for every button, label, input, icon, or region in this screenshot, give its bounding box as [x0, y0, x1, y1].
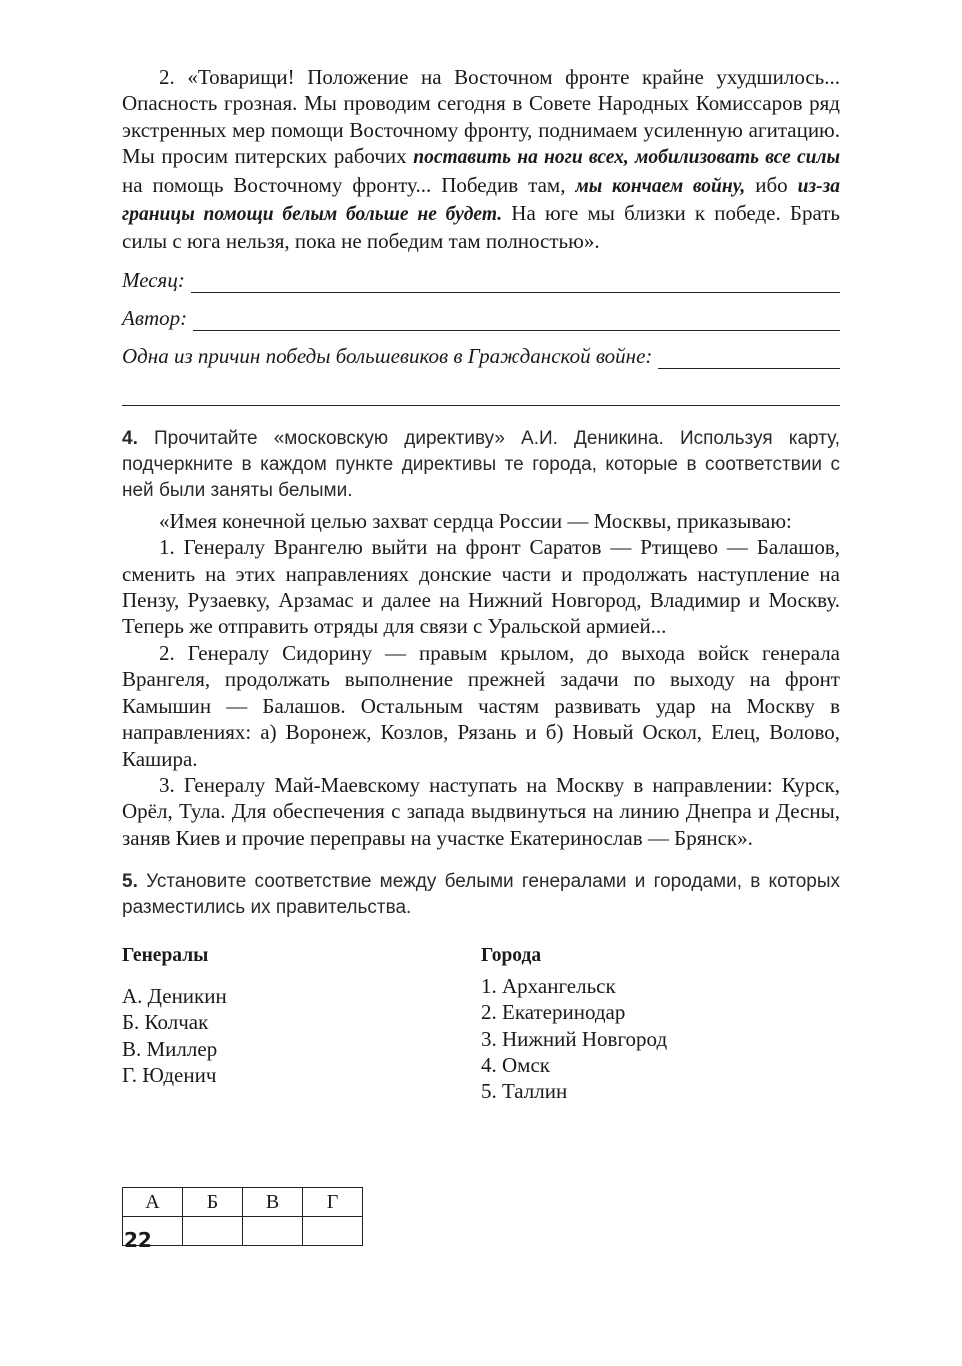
author-field[interactable]: [122, 293, 840, 331]
city-item: 3. Нижний Новгород: [481, 1026, 668, 1051]
answer-header-cell: А: [123, 1188, 183, 1217]
matching-columns: [122, 943, 840, 1113]
city-item: 4. Омск: [481, 1052, 550, 1077]
city-item: 2. Екатеринодар: [481, 1000, 626, 1025]
city-item: 5. Таллин: [481, 1078, 568, 1103]
month-field[interactable]: [122, 255, 840, 293]
reason-answer-line[interactable]: [658, 344, 840, 369]
task-5-instruction: 5. Установите соответствие между белыми генералами и городами, в которых разместились их правительства.: [122, 871, 840, 919]
cities-heading: Города: [481, 945, 542, 967]
task-5: [122, 869, 840, 921]
month-answer-line[interactable]: [191, 268, 840, 293]
generals-list: [122, 983, 422, 1088]
page-content: [122, 64, 840, 1113]
task-4: [122, 426, 840, 851]
answer-input-cell[interactable]: [243, 1217, 303, 1246]
directive-item-1: 1. Генералу Врангелю выйти на фронт Саратов — Ртищево — Балашов, сменить на этих направлениях донские части и продолжать наступление на Пензу, Рузаевку, Арзамас и далее на Нижний Новгород, Владимир и Москву. Теперь же отправить отряды для связи с Уральской армией...: [122, 535, 840, 639]
generals-column: [122, 943, 422, 1088]
answer-table: [122, 1187, 363, 1246]
quote-2: 2. «Товарищи! Положение на Восточном фронте крайне ухудшилось... Опасность грозная. Мы проводим сегодня в Совете Народных Комиссаров ряд экстренных мер помощи Восточному фронту, поднимаем усиленную агитацию. Мы просим питерских рабочих поставить на ноги всех, мобилизовать все силы на помощь Восточному фронту... Победив там, мы кончаем войну, ибо из-за границы помощи белым больше не будет. На юге мы близки к победе. Брать силы с юга нельзя, пока не победим там полностью».: [122, 65, 841, 254]
answer-header-cell: В: [243, 1188, 303, 1217]
task-5-number: 5.: [122, 871, 138, 893]
reason-label: Одна из причин победы большевиков в Гражданской войне:: [122, 343, 653, 368]
answer-table-input-row: [123, 1217, 363, 1246]
general-item: Б. Колчак: [122, 1010, 209, 1035]
general-item: Г. Юденич: [122, 1062, 217, 1087]
answer-input-cell[interactable]: [303, 1217, 363, 1246]
month-label: Месяц:: [122, 267, 185, 292]
directive-intro: «Имея конечной целью захват сердца России — Москвы, приказываю:: [159, 508, 792, 533]
answer-input-cell[interactable]: [183, 1217, 243, 1246]
author-answer-line[interactable]: [193, 306, 840, 331]
page-number: 22: [124, 1228, 152, 1252]
task-4-instruction: 4. Прочитайте «московскую директиву» А.И. Деникина. Используя карту, подчеркните в каждом пункте директивы те города, которые в соответствии с ней были заняты белыми.: [122, 427, 840, 501]
answer-header-cell: Б: [183, 1188, 243, 1217]
cities-list: [481, 973, 811, 1104]
answer-header-cell: Г: [303, 1188, 363, 1217]
reason-field[interactable]: [122, 331, 840, 369]
answer-table-header-row: [123, 1188, 363, 1217]
author-label: Автор:: [122, 305, 188, 330]
general-item: А. Деникин: [122, 984, 227, 1009]
generals-heading: Генералы: [122, 945, 209, 967]
directive-item-2: 2. Генералу Сидорину — правым крылом, до выхода войск генерала Врангеля, продолжать выполнение прежней задачи по выходу на фронт Камышин — Балашов. Остальным частям развивать удар на Москву в направлениях: а) Воронеж, Козлов, Рязань и б) Новый Оскол, Елец, Волово, Кашира.: [122, 640, 840, 771]
task-4-number: 4.: [122, 427, 138, 449]
general-item: В. Миллер: [122, 1036, 218, 1061]
cities-column: [481, 943, 811, 1104]
city-item: 1. Архангельск: [481, 974, 616, 999]
reason-answer-line-2[interactable]: [122, 369, 840, 406]
directive-item-3: 3. Генералу Май-Маевскому наступать на Москву в направлении: Курск, Орёл, Тула. Для обеспечения с запада выдвинуться на линию Днепра и Десны, заняв Киев и прочие переправы на участке Екатеринослав — Брянск».: [122, 772, 840, 850]
